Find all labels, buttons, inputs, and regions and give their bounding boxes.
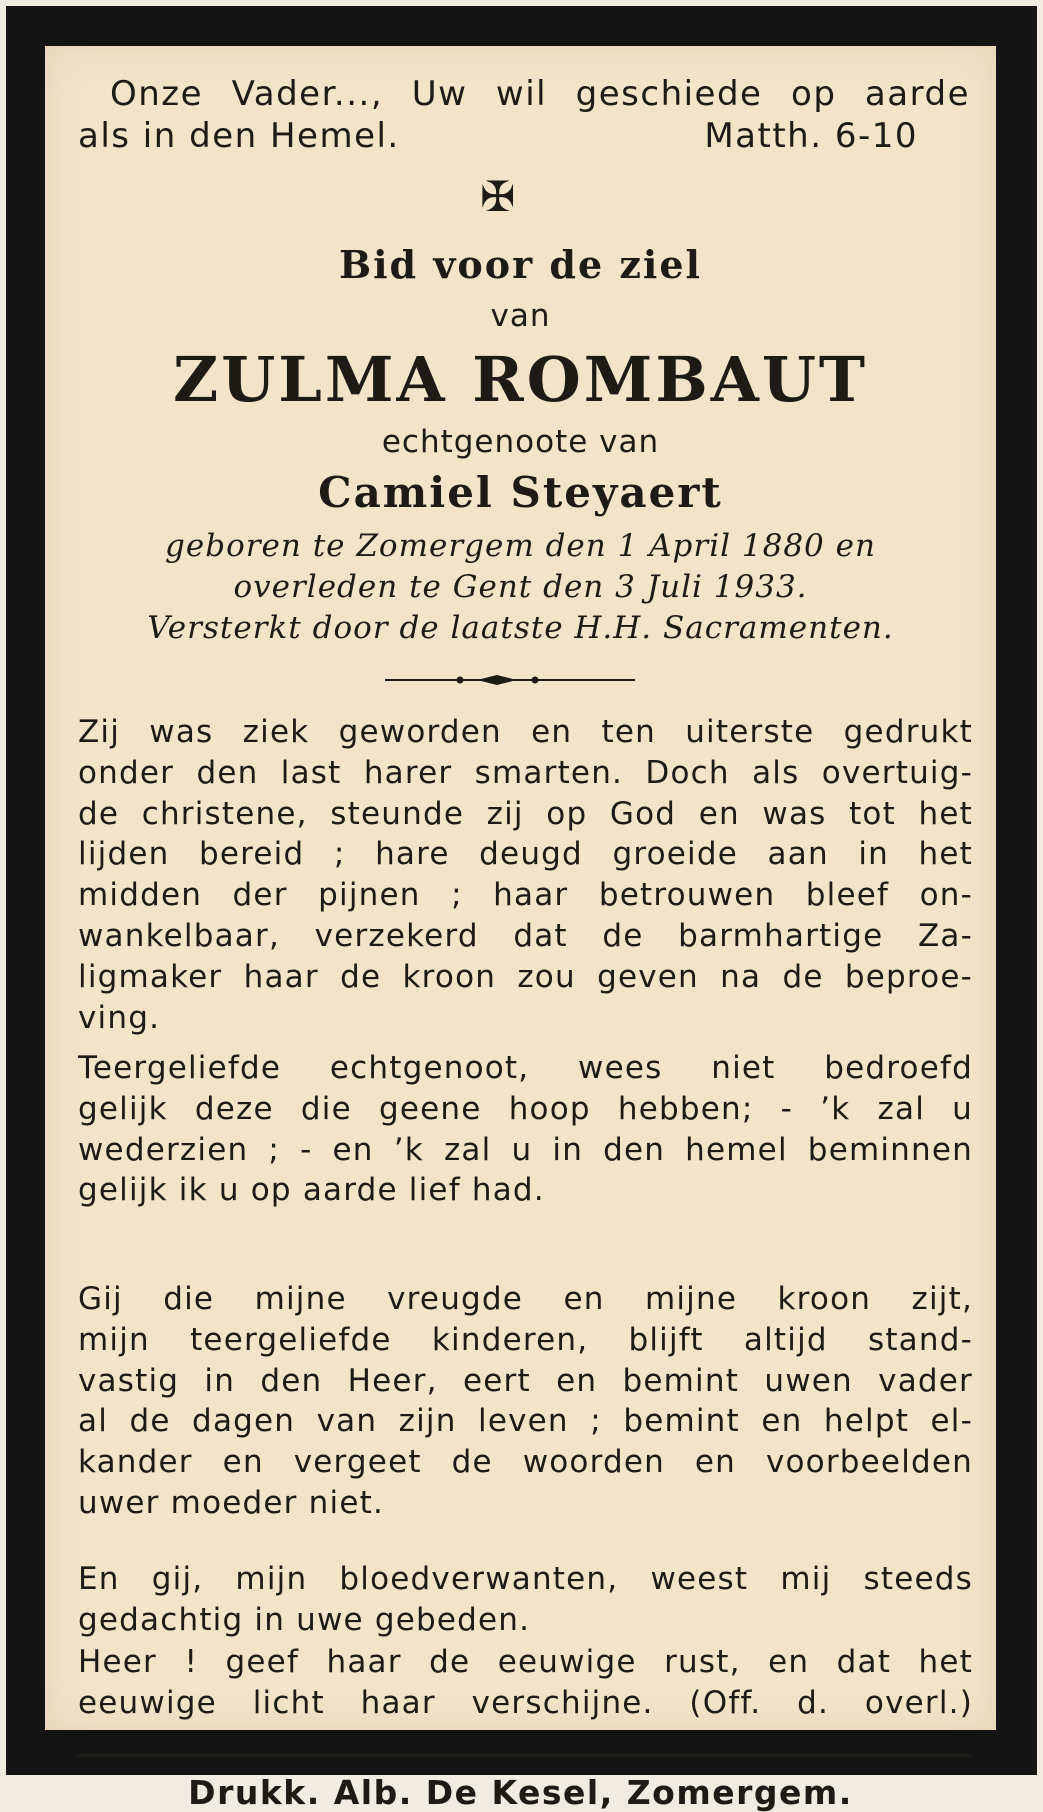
paragraph-2 (78, 1048, 973, 1211)
text-line: al de dagen van zijn leven ; bemint en helpt el- (78, 1403, 973, 1440)
spouse-name: Camiel Steyaert (318, 468, 723, 517)
paragraph-3 (78, 1279, 973, 1524)
verse-reference: Matth. 6-10 (704, 116, 918, 156)
divider-ornament (385, 670, 635, 690)
text-line: Gij die mijne vreugde en mijne kroon zijt, (78, 1281, 973, 1317)
cross-icon: ✠ (480, 172, 516, 221)
text-line: lijden bereid ; hare deugd groeide aan in het (78, 836, 973, 873)
text-line: wederzien ; - en ’k zal u in den hemel beminnen (78, 1131, 973, 1168)
text-line: wankelbaar, verzekerd dat de barmhartige Za- (78, 917, 973, 954)
text-line: gelijk ik u op aarde lief had. (78, 1172, 545, 1209)
text-line: kander en vergeet de woorden en voorbeelden (78, 1444, 973, 1481)
sacraments-line: Versterkt door de laatste H.H. Sacramenten. (147, 610, 894, 646)
text-line: Teergeliefde echtgenoot, wees niet bedroefd (78, 1050, 973, 1086)
text-line: mijn teergeliefde kinderen, blijft altijd stand- (78, 1321, 973, 1358)
text-line: midden der pijnen ; haar betrouwen bleef on- (78, 877, 973, 914)
text-line: En gij, mijn bloedverwanten, weest mij steeds (78, 1561, 973, 1597)
text-line: Zij was ziek geworden en ten uiterste gedrukt (78, 714, 973, 750)
text-line: vastig in den Heer, eert en bemint uwen vader (78, 1362, 973, 1399)
text-line: onder den last harer smarten. Doch als overtuig- (78, 754, 973, 791)
footer-rule (75, 1754, 973, 1757)
verse-line-1: Onze Vader..., Uw wil geschiede op aarde (110, 74, 970, 114)
text-line: eeuwige licht haar verschijne. (Off. d. overl.) (78, 1684, 973, 1721)
printer-imprint: Drukk. Alb. De Kesel, Zomergem. (188, 1773, 853, 1812)
text-line: Heer ! geef haar de eeuwige rust, en dat het (78, 1644, 973, 1680)
text-line: gedachtig in uwe gebeden. (78, 1601, 531, 1638)
text-line: gelijk deze die geene hoop hebben; - ’k zal u (78, 1090, 973, 1127)
paragraph-5 (78, 1642, 973, 1724)
van-label: van (490, 298, 551, 334)
memorial-card (6, 6, 1037, 1812)
text-line: uwer moeder niet. (78, 1484, 384, 1521)
text-line: de christene, steunde zij op God en was tot het (78, 795, 973, 832)
text-line: ving. (78, 999, 161, 1036)
prayer-heading: Bid voor de ziel (339, 242, 702, 287)
paragraph-1 (78, 712, 973, 1038)
relation-label: echtgenoote van (381, 424, 660, 460)
birth-line: geboren te Zomergem den 1 April 1880 en (165, 528, 876, 564)
paragraph-4 (78, 1559, 973, 1641)
verse-line-2: als in den Hemel. (78, 116, 400, 156)
deceased-name: ZULMA ROMBAUT (172, 343, 869, 416)
text-line: ligmaker haar de kroon zou geven na de beproe- (78, 958, 973, 995)
death-line: overleden te Gent den 3 Juli 1933. (233, 569, 808, 605)
card-paper (45, 46, 996, 1812)
